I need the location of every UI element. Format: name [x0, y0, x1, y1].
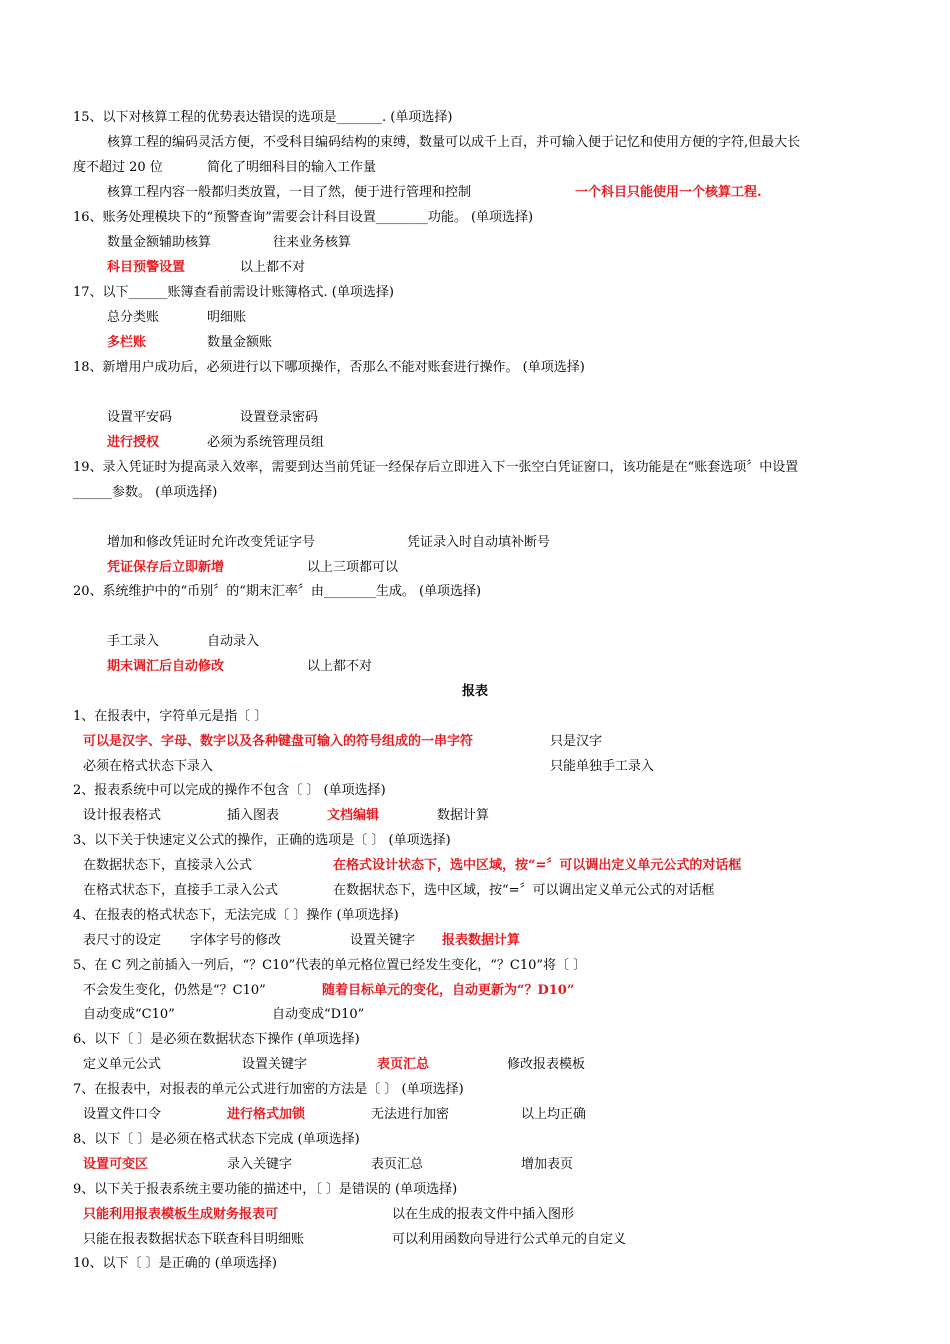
rq9-answer: 只能利用报表模板生成财务报表可	[83, 1207, 279, 1222]
q20-option-b: 自动录入	[207, 634, 260, 649]
rq6-option-b: 设置关键字	[242, 1057, 308, 1072]
rq4-option-b: 字体字号的修改	[190, 933, 282, 948]
report-question-3: 3、以下关于快速定义公式的操作，正确的选项是〔 〕 (单项选择)	[73, 833, 451, 848]
question-20: 20、系统维护中的“币别〞的“期末汇率〞由________生成。 (单项选择)	[73, 584, 482, 599]
q18-option-d: 必须为系统管理员组	[207, 435, 325, 450]
rq7-answer: 进行格式加锁	[227, 1107, 306, 1122]
report-question-6: 6、以下〔 〕是必须在数据状态下操作 (单项选择)	[73, 1032, 360, 1047]
rq4-answer: 报表数据计算	[442, 933, 521, 948]
rq6-answer: 表页汇总	[377, 1057, 430, 1072]
q20-option-d: 以上都不对	[307, 659, 373, 674]
q15-option-a-cont: 度不超过 20 位	[73, 160, 163, 175]
q17-option-d: 数量金额账	[207, 335, 273, 350]
rq1-answer: 可以是汉字、字母、数字以及各种键盘可输入的符号组成的一串字符	[83, 734, 474, 749]
report-question-2: 2、报表系统中可以完成的操作不包含〔 〕 (单项选择)	[73, 783, 386, 798]
rq9-option-b: 以在生成的报表文件中插入图形	[392, 1207, 575, 1222]
report-question-10: 10、以下〔 〕是正确的 (单项选择)	[73, 1256, 277, 1271]
report-question-8: 8、以下〔 〕是必须在格式状态下完成 (单项选择)	[73, 1132, 360, 1147]
q15-answer: 一个科目只能使用一个核算工程.	[575, 185, 762, 200]
rq4-option-c: 设置关键字	[350, 933, 416, 948]
rq6-option-d: 修改报表模板	[507, 1057, 586, 1072]
rq5-option-d: 自动变成“D10”	[272, 1007, 365, 1022]
rq1-option-d: 只能单独手工录入	[550, 759, 655, 774]
rq4-option-a: 表尺寸的设定	[83, 933, 162, 948]
q15-option-c: 核算工程内容一般都归类放置，一目了然，便于进行管理和控制	[107, 185, 472, 200]
rq9-option-d: 可以利用函数向导进行公式单元的自定义	[392, 1232, 627, 1247]
q16-option-a: 数量金额辅助核算	[107, 235, 212, 250]
q19-answer: 凭证保存后立即新增	[107, 560, 225, 575]
q19-option-b: 凭证录入时自动填补断号	[407, 535, 551, 550]
rq3-option-a: 在数据状态下，直接录入公式	[83, 858, 253, 873]
q16-option-d: 以上都不对	[240, 260, 306, 275]
rq8-option-b: 录入关键字	[227, 1157, 293, 1172]
rq5-option-a: 不会发生变化，仍然是“？C10”	[83, 983, 266, 998]
rq8-option-d: 增加表页	[521, 1157, 574, 1172]
question-19-cont: ______参数。 (单项选择)	[73, 485, 218, 500]
q17-answer: 多栏账	[107, 335, 147, 350]
rq2-option-b: 插入图表	[227, 808, 280, 823]
rq1-option-b: 只是汉字	[550, 734, 603, 749]
rq5-option-c: 自动变成“C10”	[83, 1007, 175, 1022]
rq3-answer: 在格式设计状态下，选中区域，按“=〞可以调出定义单元公式的对话框	[333, 858, 742, 873]
rq2-option-a: 设计报表格式	[83, 808, 162, 823]
section-title: 报表	[461, 684, 488, 699]
question-17: 17、以下______账簿查看前需设计账簿格式. (单项选择)	[73, 285, 394, 300]
q17-option-b: 明细账	[207, 310, 247, 325]
q17-option-a: 总分类账	[107, 310, 160, 325]
question-19: 19、录入凭证时为提高录入效率，需要到达当前凭证一经保存后立即进入下一张空白凭证窗口，该功能是在“账套选项〞中设置	[73, 460, 799, 475]
rq8-answer: 设置可变区	[83, 1157, 149, 1172]
rq3-option-d: 在数据状态下，选中区域，按“=〞可以调出定义单元公式的对话框	[333, 883, 715, 898]
question-15: 15、以下对核算工程的优势表达错误的选项是_______. (单项选择)	[73, 110, 453, 125]
q20-answer: 期末调汇后自动修改	[107, 659, 225, 674]
question-16: 16、账务处理模块下的“预警查询”需要会计科目设置________功能。 (单项选择)	[73, 210, 534, 225]
question-18: 18、新增用户成功后，必须进行以下哪项操作，否那么不能对账套进行操作。 (单项选择)	[73, 360, 585, 375]
rq3-option-c: 在格式状态下，直接手工录入公式	[83, 883, 279, 898]
q18-answer: 进行授权	[107, 435, 160, 450]
report-question-7: 7、在报表中，对报表的单元公式进行加密的方法是〔 〕 (单项选择)	[73, 1082, 464, 1097]
q16-answer: 科目预警设置	[107, 260, 186, 275]
rq7-option-d: 以上均正确	[521, 1107, 587, 1122]
q19-option-d: 以上三项都可以	[307, 560, 399, 575]
rq5-answer: 随着目标单元的变化，自动更新为“？D10”	[322, 983, 575, 998]
q20-option-a: 手工录入	[107, 634, 160, 649]
rq2-answer: 文档编辑	[327, 808, 380, 823]
report-question-5: 5、在 C 列之前插入一列后，“？C10”代表的单元格位置已经发生变化，“？C10”将〔 〕	[73, 958, 587, 973]
rq8-option-c: 表页汇总	[371, 1157, 424, 1172]
rq7-option-c: 无法进行加密	[371, 1107, 450, 1122]
q18-option-a: 设置平安码	[107, 410, 173, 425]
q18-option-b: 设置登录密码	[240, 410, 319, 425]
report-question-1: 1、在报表中，字符单元是指〔 〕	[73, 709, 268, 724]
q15-option-a: 核算工程的编码灵活方便，不受科目编码结构的束缚，数量可以成千上百，并可输入便于记忆和使用方便的字符,但最大长	[107, 135, 801, 150]
rq6-option-a: 定义单元公式	[83, 1057, 162, 1072]
q16-option-b: 往来业务核算	[273, 235, 352, 250]
rq2-option-d: 数据计算	[437, 808, 490, 823]
rq1-option-c: 必须在格式状态下录入	[83, 759, 214, 774]
rq9-option-c: 只能在报表数据状态下联查科目明细账	[83, 1232, 305, 1247]
q19-option-a: 增加和修改凭证时允许改变凭证字号	[107, 535, 316, 550]
report-question-9: 9、以下关于报表系统主要功能的描述中，〔 〕是错误的 (单项选择)	[73, 1182, 458, 1197]
q15-option-b: 简化了明细科目的输入工作量	[207, 160, 377, 175]
rq7-option-a: 设置文件口令	[83, 1107, 162, 1122]
report-question-4: 4、在报表的格式状态下，无法完成〔 〕操作 (单项选择)	[73, 908, 399, 923]
